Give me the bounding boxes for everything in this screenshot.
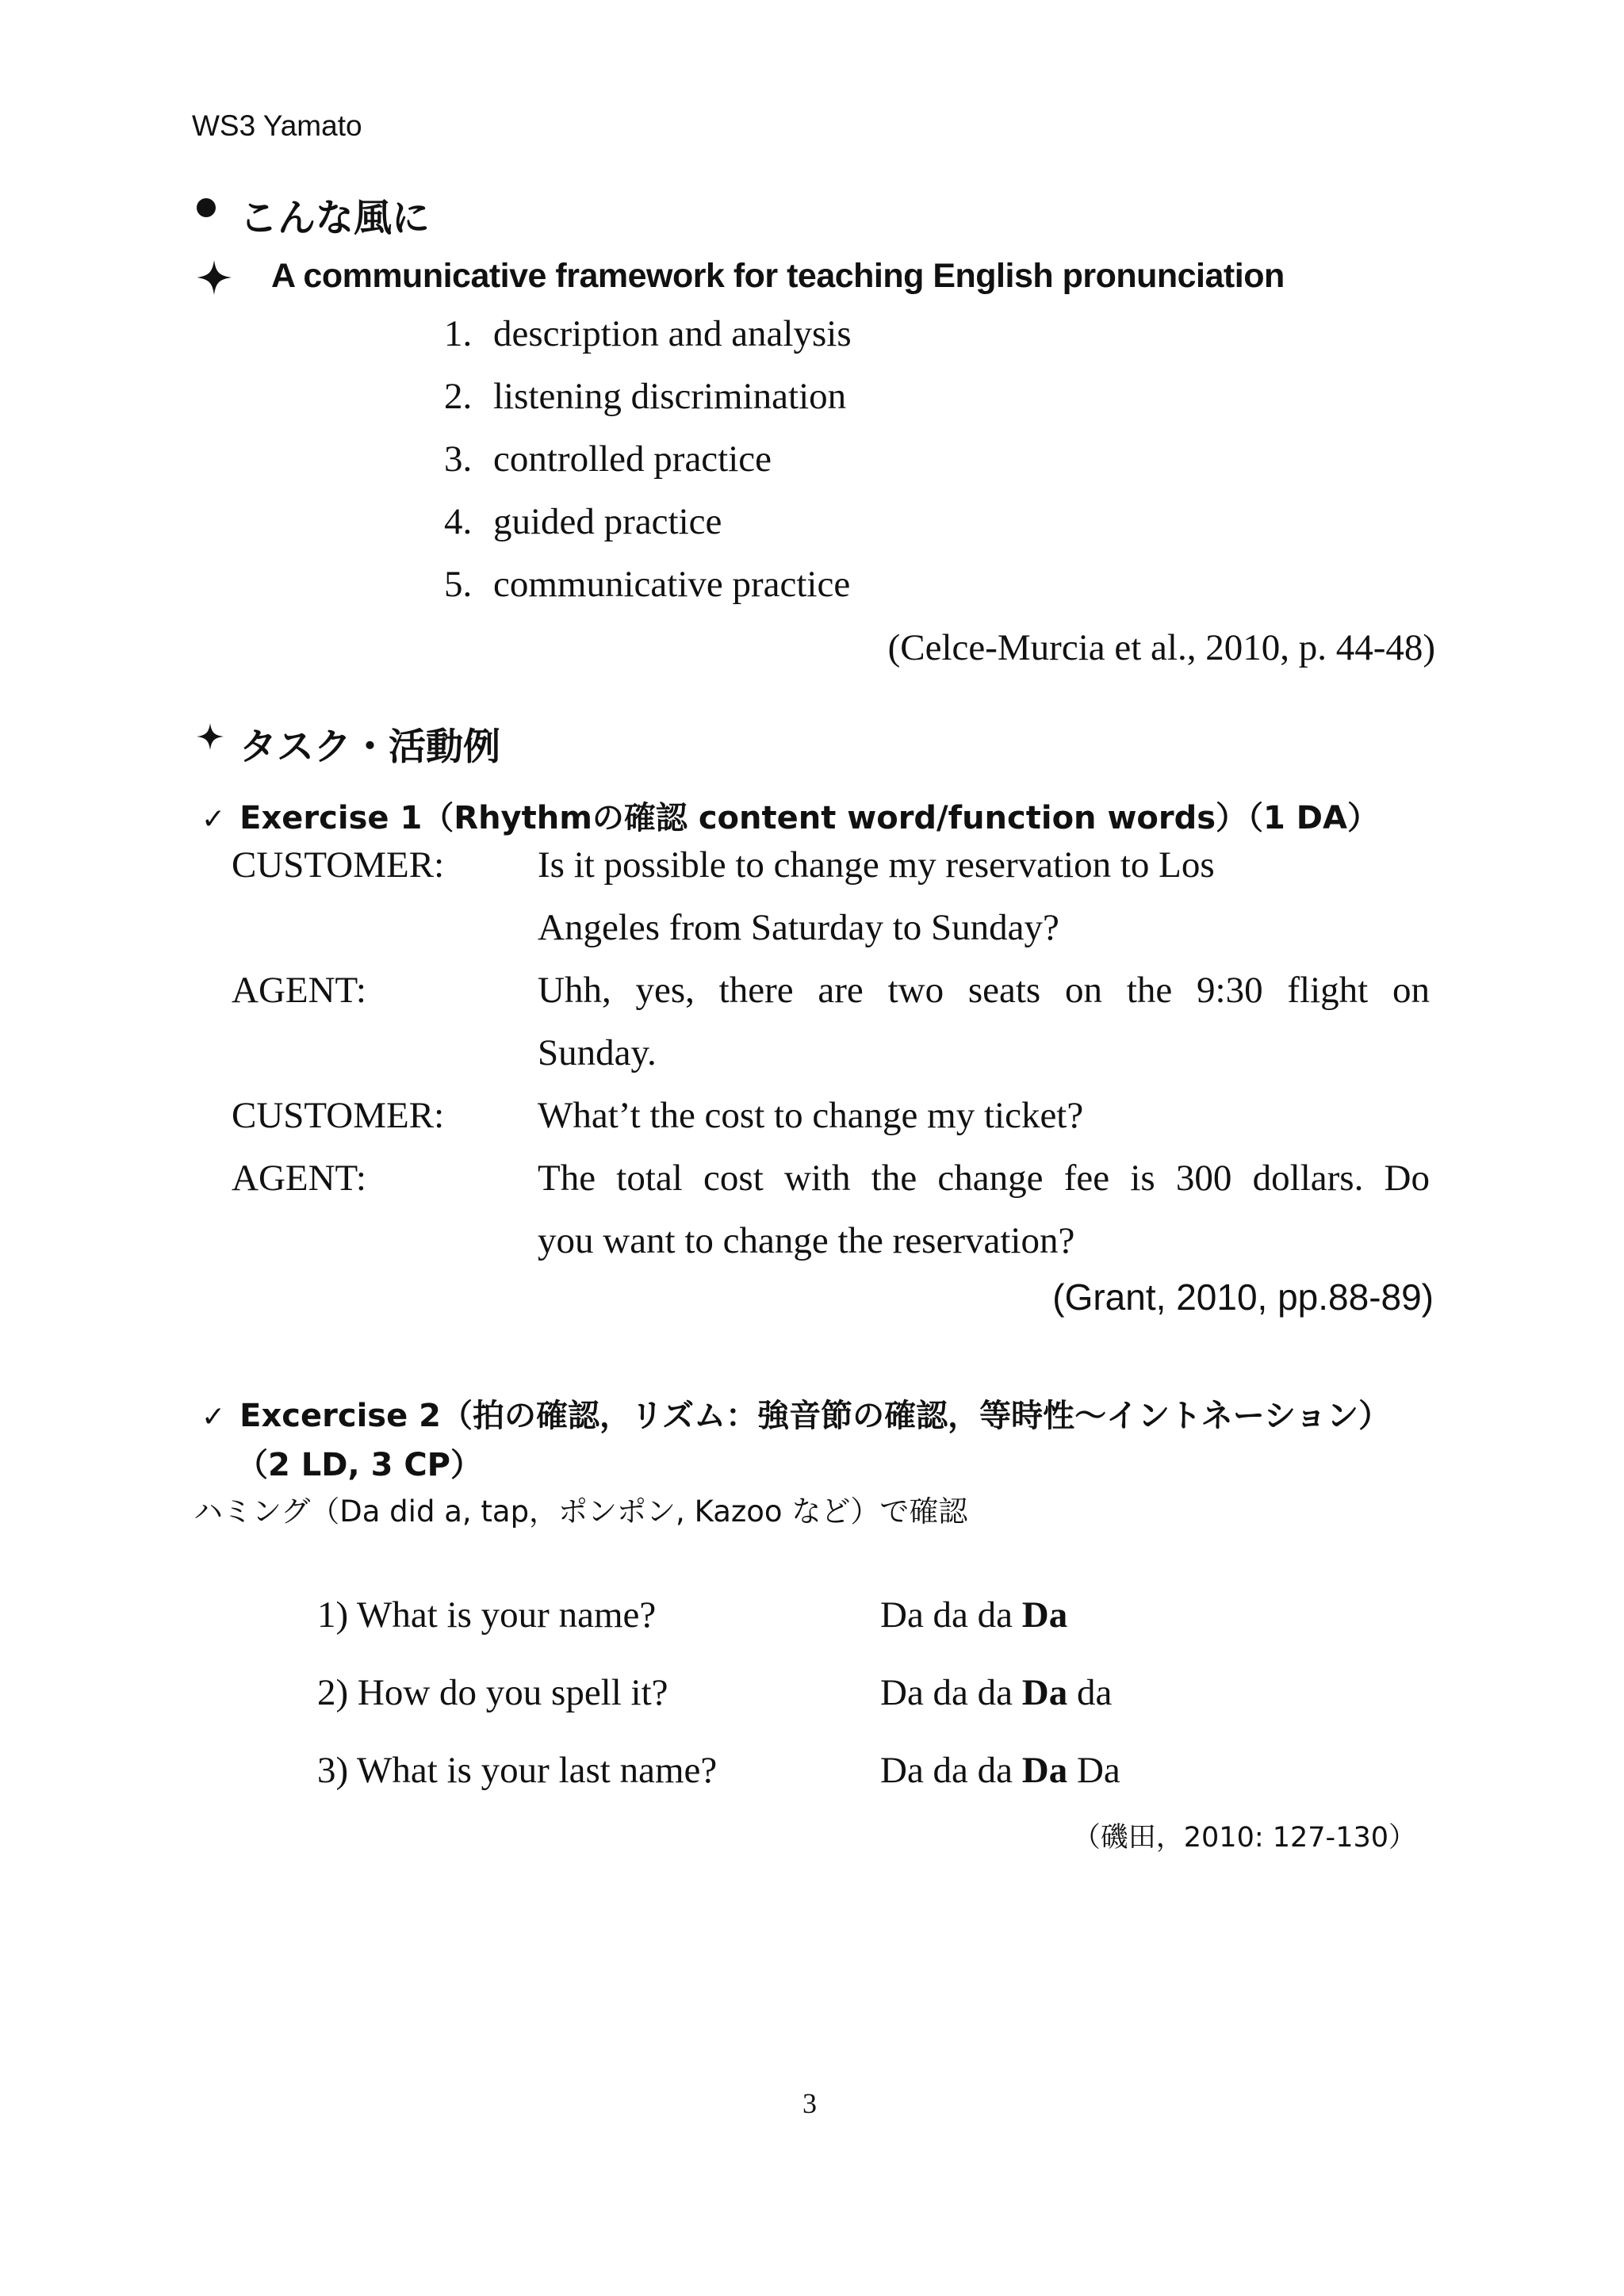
question-row — [0, 1749, 1624, 1797]
list-text: communicative practice — [493, 564, 851, 605]
list-text: listening discrimination — [493, 376, 847, 417]
rhythm-pattern — [880, 1671, 1112, 1714]
section-heading: こんな風に — [239, 196, 431, 240]
exercise2-subtitle: ハミング（Da did a, tap，ポンポン, Kazoo など）で確認 — [193, 1494, 968, 1529]
dialogue-row — [0, 1031, 1624, 1079]
header-label: WS3 Yamato — [192, 109, 362, 142]
dialogue-line: Angeles from Saturday to Sunday? — [538, 907, 1059, 948]
dialogue-line: The total cost with the change fee is 300 dollars. Do — [538, 1158, 1430, 1199]
list-item — [0, 438, 1624, 485]
question-text: 2) How do you spell it? — [317, 1672, 668, 1713]
exercise-title-text: Exercise 1（Rhythmの確認 content word/function words）（1 DA） — [239, 800, 1379, 836]
bullet-icon — [197, 198, 216, 217]
list-item — [0, 375, 1624, 423]
dialogue-row — [0, 1219, 1624, 1267]
exercise-title-text: Excercise 2（拍の確認，リズム：強音節の確認，等時性〜イントネーション） — [239, 1398, 1391, 1434]
list-number: 1. — [444, 313, 473, 354]
citation: （磯田，2010: 127-130） — [1072, 1822, 1416, 1854]
dialogue-line: Sunday. — [538, 1032, 657, 1073]
list-number: 3. — [444, 438, 473, 480]
tasks-heading: タスク・活動例 — [239, 725, 500, 769]
list-text: controlled practice — [493, 438, 772, 480]
rhythm-pattern — [880, 1749, 1120, 1792]
rhythm-stress: Da — [1021, 1750, 1068, 1791]
rhythm-pre: Da da da — [880, 1750, 1022, 1791]
dialogue-line: Is it possible to change my reservation to Los — [538, 844, 1215, 886]
exercise1-title — [201, 793, 1379, 838]
rhythm-pre: Da da da — [880, 1672, 1022, 1713]
list-text: description and analysis — [493, 313, 852, 354]
dialogue-speaker: AGENT: — [232, 970, 366, 1011]
list-text: guided practice — [493, 501, 722, 542]
list-item — [0, 500, 1624, 548]
page-number: 3 — [802, 2087, 817, 2119]
list-item — [0, 563, 1624, 610]
dialogue-line: What’t the cost to change my ticket? — [538, 1095, 1084, 1136]
dialogue-row — [0, 969, 1624, 1016]
dialogue-speaker: AGENT: — [232, 1158, 366, 1199]
dialogue-line: you want to change the reservation? — [538, 1220, 1075, 1261]
rhythm-stress: Da — [1021, 1594, 1068, 1636]
list-number: 5. — [444, 564, 473, 605]
rhythm-post: da — [1067, 1672, 1113, 1713]
question-row — [0, 1671, 1624, 1719]
question-text: 3) What is your last name? — [317, 1750, 718, 1791]
dialogue-speaker: CUSTOMER: — [232, 1095, 445, 1136]
exercise2-title — [201, 1391, 1390, 1436]
citation: (Celce-Murcia et al., 2010, p. 44-48) — [887, 627, 1435, 668]
list-item — [0, 312, 1624, 360]
rhythm-post: Da — [1067, 1750, 1120, 1791]
dialogue-line: Uhh, yes, there are two seats on the 9:30 flight on — [538, 970, 1430, 1011]
dialogue-row — [0, 1094, 1624, 1142]
dialogue-speaker: CUSTOMER: — [232, 844, 445, 886]
list-number: 2. — [444, 376, 473, 417]
sparkle-icon — [197, 260, 232, 295]
sparkle-icon — [197, 723, 224, 750]
dialogue-row — [0, 1157, 1624, 1204]
exercise2-title-line2: （2 LD, 3 CP） — [236, 1447, 482, 1483]
dialogue-row — [0, 906, 1624, 954]
rhythm-stress: Da — [1021, 1672, 1068, 1713]
dialogue-row — [0, 844, 1624, 891]
check-icon: ✓ — [201, 1400, 226, 1433]
rhythm-pre: Da da da — [880, 1594, 1022, 1636]
citation: (Grant, 2010, pp.88-89) — [1052, 1276, 1434, 1318]
question-row — [0, 1594, 1624, 1641]
rhythm-pattern — [880, 1594, 1067, 1636]
question-text: 1) What is your name? — [317, 1594, 657, 1636]
list-number: 4. — [444, 501, 473, 542]
framework-title: A communicative framework for teaching English pronunciation — [271, 257, 1285, 295]
check-icon: ✓ — [201, 802, 226, 835]
